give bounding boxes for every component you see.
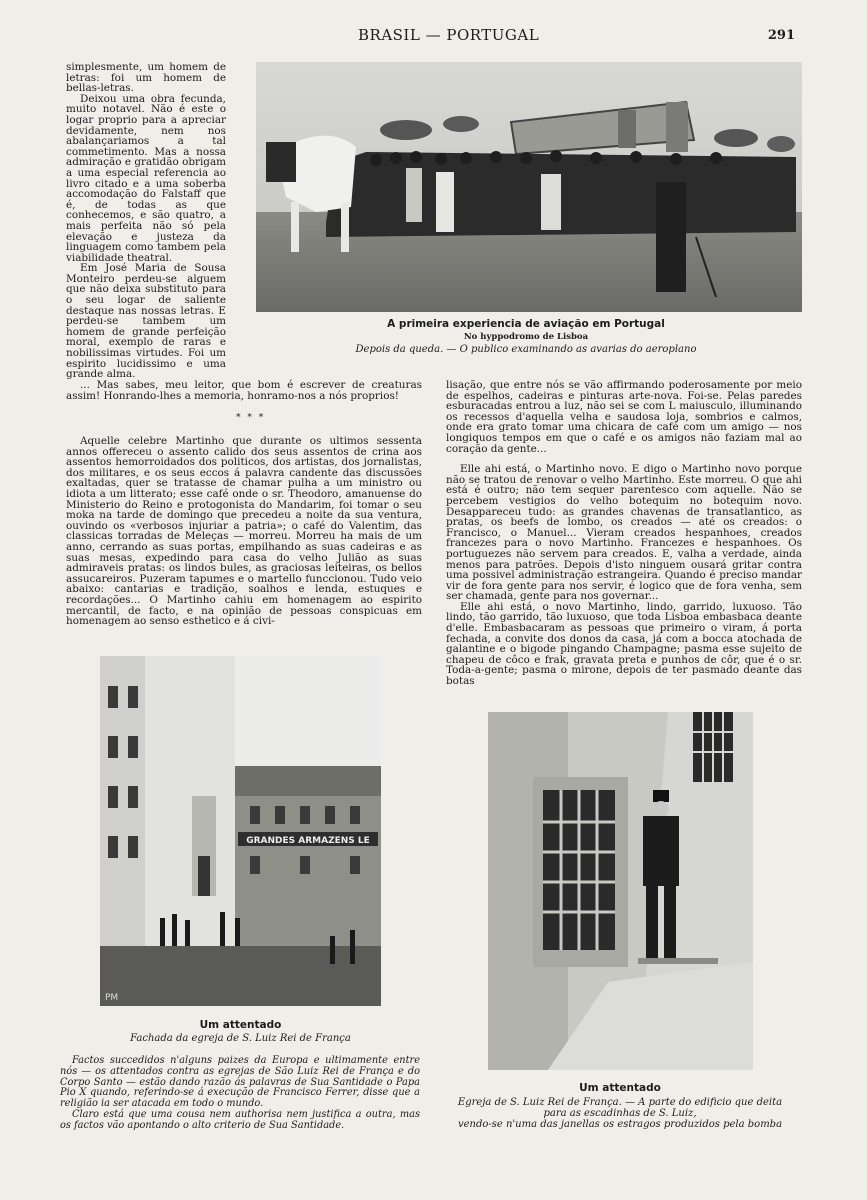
paragraph: Deixou uma obra fecunda, muito notavel. Não é este o logar proprio para a apreciar devidamente, nem nos abalançariamos a tal commetimento. Mas a nossa admiração e gratidão obrigam a uma especial referencia ao livro citado e a uma soberba accomodação do Falstaff que é, de todas as que conhecemos, e são quatro, a mais perfeita não só pela elevação e justeza da linguagem como tambem pela viabilidade theatral. — [66, 92, 226, 264]
paragraph: Em José Maria de Sousa Monteiro perdeu-se alguem que não deixa substituto para o seu logar de saliente destaque nas nossas letras. E perdeu-se tambem um homem de grande perfeição moral, exemplo de raras e nobilissimas virtudes. Foi um espirito lucidissimo e uma grande alma. — [66, 262, 226, 381]
caption-line: Egreja de S. Luiz Rei de França. — A parte do edificio que deita — [457, 1097, 783, 1108]
aviation-photo — [256, 62, 802, 312]
section-separator: * * * — [236, 413, 266, 423]
header-title: BRASIL — PORTUGAL — [358, 26, 540, 44]
paragraph: Elle ahi está, o novo Martinho, lindo, garrido, luxuoso. Tão lindo, tão garrido, tão luxuoso, que toda Lisboa embasbaca deante d'elle. Embasbacaram as pessoas que primeiro o viram, á porta fechada, a convite dos donos da casa, já com a bocca atochada de galantine e o bigode pingando Champagne; pasma esse sujeito de chapeu de côco e frak, gravata preta e punhos de côr, que é o sr. Toda-a-gente; pasma o mirone, depois de ter pasmado deante das botas — [446, 600, 802, 688]
aviation-photo-caption: Depois da queda. — O publico examinando as avarias do aeroplano — [355, 344, 697, 355]
closing-paragraph: ... Mas sabes, meu leitor, que bom é escrever de creaturas assim! Honrando-lhes a memoria, honramo-nos a nós proprios! — [66, 379, 422, 402]
note-paragraph: Claro está que uma cousa nem authorisa nem justifica a outra, mas os factos vão apontando o alto criterio de Sua Santidade. — [60, 1108, 420, 1131]
page-header — [0, 26, 867, 48]
left-column-text — [66, 62, 226, 380]
window-photo-caption — [440, 1097, 800, 1130]
paragraph: lisação, que entre nós se vão affirmando poderosamente por meio de espelhos, cadeiras e pinturas arte-nova. Foi-se. Pelas paredes esburacadas entrou a luz, não sei se com L maiusculo, illuminando os recessos d'aquella velha e saudosa loja, sombrios e calmos, onde era grato tomar uma chicara de café com um amigo — nos longiquos tempos em que o café e os amigos não faziam mal ao coração da gente... — [446, 379, 802, 455]
editorial-note — [60, 1056, 420, 1132]
policeman-at-church-image — [488, 712, 753, 1070]
aviation-crowd-image — [256, 62, 802, 312]
right-column-text — [446, 380, 802, 687]
page-number: 291 — [767, 28, 795, 43]
paragraph: simplesmente, um homem de letras: foi um homem de bellas-letras. — [66, 61, 226, 95]
church-facade-photo — [100, 656, 381, 1006]
store-sign: GRANDES ARMAZENS LE — [246, 836, 370, 846]
church-photo-title: Um attentado — [199, 1019, 282, 1031]
caption-line: vendo-se n'uma das janellas os estragos produzidos pela bomba — [457, 1119, 783, 1130]
church-window-photo — [488, 712, 753, 1070]
window-photo-title: Um attentado — [579, 1082, 661, 1094]
aviation-photo-subtitle: No hyppodromo de Lisboa — [463, 332, 589, 342]
martinho-article: Aquelle celebre Martinho que durante os ultimos sessenta annos offereceu o assento calido dos seus assentos de crina aos assentos hemorroidados dos politicos, dos artistas, dos jornalistas, dos militares, e os seus eccos á palavra candente das discussões exaltadas, quer se tratasse de chamar pulha a um ministro ou idiota a um litterato; esse café onde o sr. Theodoro, amanuense do Ministerio do Reino e protogonista do Mandarim, foi tomar o seu moka na tarde de domingo que precedeu a noite da sua ventura, ouvindo os «verbosos injuriar a patria»; o café do Valentim, das classicas torradas de Meleças — morreu. Morreu ha mais de um anno, cerrando as suas portas, empilhando as suas cadeiras e as suas mesas, expedindo para casa do velho Julião as suas admiraveis pratas: os lindos bules, as graciosas leiteiras, os bellos assucareiros. Puzeram tapumes e o martello funccionou. Tudo veio abaixo: cantarias e tradição, soalhos e lenda, estuques e recordações... O Martinho cahiu em homenagem ao espirito mercantil, de facto, e na opinião de pessoas conspicuas em homenagem ao senso esthetico e á civi- — [66, 435, 422, 628]
street-scene-image — [100, 656, 381, 1006]
aviation-photo-title: A primeira experiencia de aviação em Portugal — [387, 318, 665, 330]
note-paragraph: Factos succedidos n'alguns paizes da Europa e ultimamente entre nós — os attentados contra as egrejas de São Luiz Rei de França e do Corpo Santo — estão dando razão ás palavras de Sua Santidade o Papa Pio X quando, referindo-se á execução de Francisco Ferrer, disse que a religião ia ser atacada em todo o mundo. — [60, 1055, 420, 1110]
caption-line: para as escadinhas de S. Luiz, — [543, 1108, 697, 1119]
photographer-monogram: PM — [105, 993, 119, 1003]
church-photo-caption: Fachada da egreja de S. Luiz Rei de França — [130, 1033, 351, 1044]
paragraph: Elle ahi está, o Martinho novo. E digo o Martinho novo porque não se tratou de renovar o velho Martinho. Este morreu. O que ahi está é outro; não tem sequer parentesco com aquelle. Não se percebem vestigios do velho botequim no botequim novo. Desappareceu tudo: as grandes chavenas de transatlantico, as pratas, os beefs de lombo, os creados — até os creados: o Francisco, o Manuel... Vieram creados hespanhoes, creados francezes para o novo Martinho. Francezes e hespanhoes. Os portuguezes não servem para creados. E, valha a verdade, ainda menos para patrões. Depois d'isto ninguem ousará gritar contra uma possivel administração estrangeira. Quando é preciso mandar vir de fora gente para nos servir, é logico que de fora venha, sem ser chamada, gente para nos governar... — [446, 463, 802, 603]
